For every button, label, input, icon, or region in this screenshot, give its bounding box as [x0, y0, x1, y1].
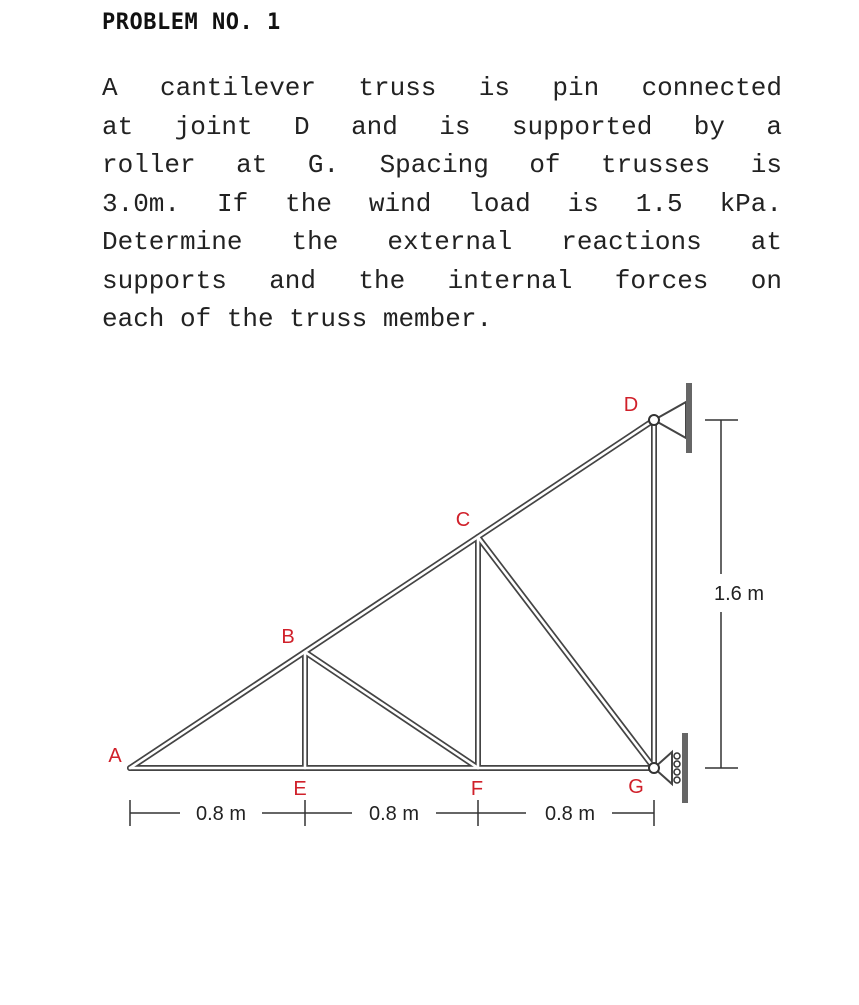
- problem-line: A cantilever truss is pin connected: [102, 73, 782, 103]
- joint-label-c: C: [455, 509, 471, 531]
- span-label-ae: 0.8 m: [195, 803, 247, 825]
- span-label-fg: 0.8 m: [544, 803, 596, 825]
- problem-statement: [102, 69, 782, 339]
- joint-label-g: G: [628, 776, 644, 798]
- span-label-ef: 0.8 m: [368, 803, 420, 825]
- joint-label-b: B: [281, 626, 295, 648]
- joint-label-f: F: [470, 778, 484, 800]
- truss-diagram: [0, 370, 859, 840]
- height-dimension-label: 1.6 m: [713, 583, 765, 605]
- problem-line: roller at G. Spacing of trusses is: [102, 150, 782, 180]
- problem-line: Determine the external reactions at: [102, 227, 782, 257]
- problem-line: at joint D and is supported by a: [102, 111, 782, 142]
- problem-heading: PROBLEM NO. 1: [102, 10, 281, 35]
- problem-line: supports and the internal forces on: [102, 265, 782, 296]
- problem-line: each of the truss member.: [102, 304, 493, 334]
- joint-label-e: E: [293, 778, 307, 800]
- joint-label-d: D: [623, 394, 639, 416]
- joint-label-a: A: [108, 745, 122, 767]
- truss-members: [130, 420, 654, 768]
- problem-line: 3.0m. If the wind load is 1.5 kPa.: [102, 188, 782, 219]
